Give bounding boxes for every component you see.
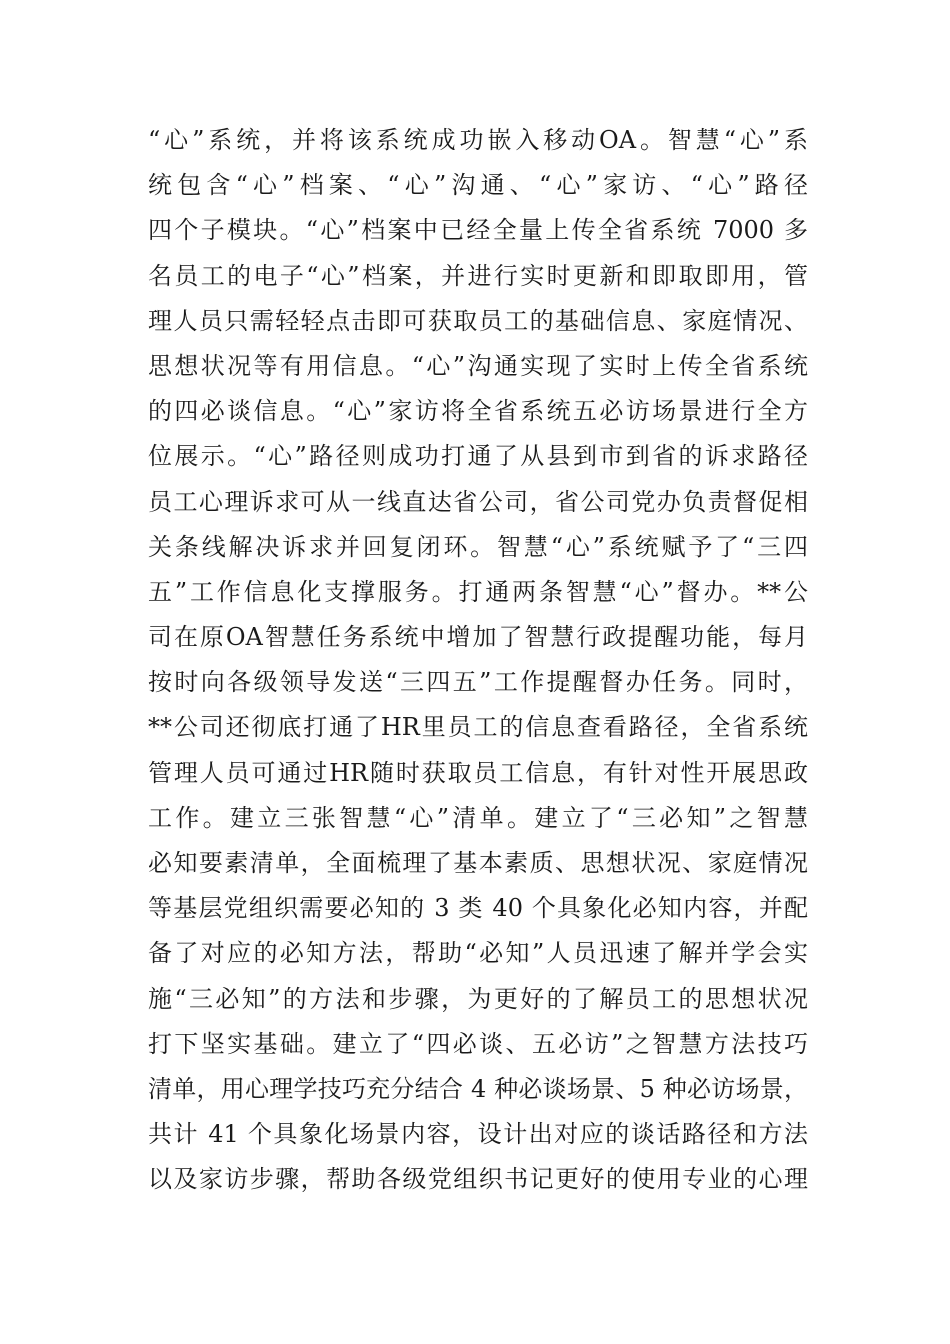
text-line: 司在原OA智慧任务系统中增加了智慧行政提醒功能，每月 bbox=[148, 623, 808, 652]
text-line: 清单，用心理学技巧充分结合 4 种必谈场景、5 种必访场景， bbox=[148, 1074, 808, 1103]
text-line: 位展示。“心”路径则成功打通了从县到市到省的诉求路径 bbox=[148, 442, 808, 471]
text-line: “心”系统，并将该系统成功嵌入移动OA。智慧“心”系 bbox=[148, 126, 808, 154]
text-line: 五”工作信息化支撑服务。打通两条智慧“心”督办。**公 bbox=[148, 577, 808, 606]
text-line: 必知要素清单，全面梳理了基本素质、思想状况、家庭情况 bbox=[148, 849, 808, 877]
text-line: 打下坚实基础。建立了“四必谈、五必访”之智慧方法技巧 bbox=[148, 1029, 808, 1058]
text-line: 理人员只需轻轻点击即可获取员工的基础信息、家庭情况、 bbox=[148, 306, 808, 335]
text-line: 思想状况等有用信息。“心”沟通实现了实时上传全省系统 bbox=[148, 351, 808, 380]
text-line: 员工心理诉求可从一线直达省公司，省公司党办负责督促相 bbox=[148, 487, 808, 516]
text-line: 以及家访步骤，帮助各级党组织书记更好的使用专业的心理 bbox=[148, 1165, 808, 1194]
text-line: 四个子模块。“心”档案中已经全量上传全省系统 7000 多 bbox=[148, 216, 808, 245]
body-paragraph bbox=[148, 118, 808, 1203]
text-line: 的四必谈信息。“心”家访将全省系统五必访场景进行全方 bbox=[148, 397, 808, 426]
text-line: 施“三必知”的方法和步骤，为更好的了解员工的思想状况 bbox=[148, 984, 808, 1013]
text-line: 备了对应的必知方法，帮助“必知”人员迅速了解并学会实 bbox=[148, 939, 808, 968]
text-line: 按时向各级领导发送“三四五”工作提醒督办任务。同时， bbox=[148, 668, 808, 697]
text-line: 等基层党组织需要必知的 3 类 40 个具象化必知内容，并配 bbox=[148, 894, 808, 923]
text-line: **公司还彻底打通了HR里员工的信息查看路径，全省系统 bbox=[148, 713, 808, 742]
text-line: 统包含“心”档案、“心”沟通、“心”家访、“心”路径 bbox=[148, 171, 808, 200]
text-line: 共计 41 个具象化场景内容，设计出对应的谈话路径和方法 bbox=[148, 1120, 808, 1149]
text-line: 工作。建立三张智慧“心”清单。建立了“三必知”之智慧 bbox=[148, 803, 808, 832]
text-line: 关条线解决诉求并回复闭环。智慧“心”系统赋予了“三四 bbox=[148, 532, 808, 561]
text-line: 管理人员可通过HR随时获取员工信息，有针对性开展思政 bbox=[148, 758, 808, 787]
text-line: 名员工的电子“心”档案，并进行实时更新和即取即用，管 bbox=[148, 261, 808, 290]
